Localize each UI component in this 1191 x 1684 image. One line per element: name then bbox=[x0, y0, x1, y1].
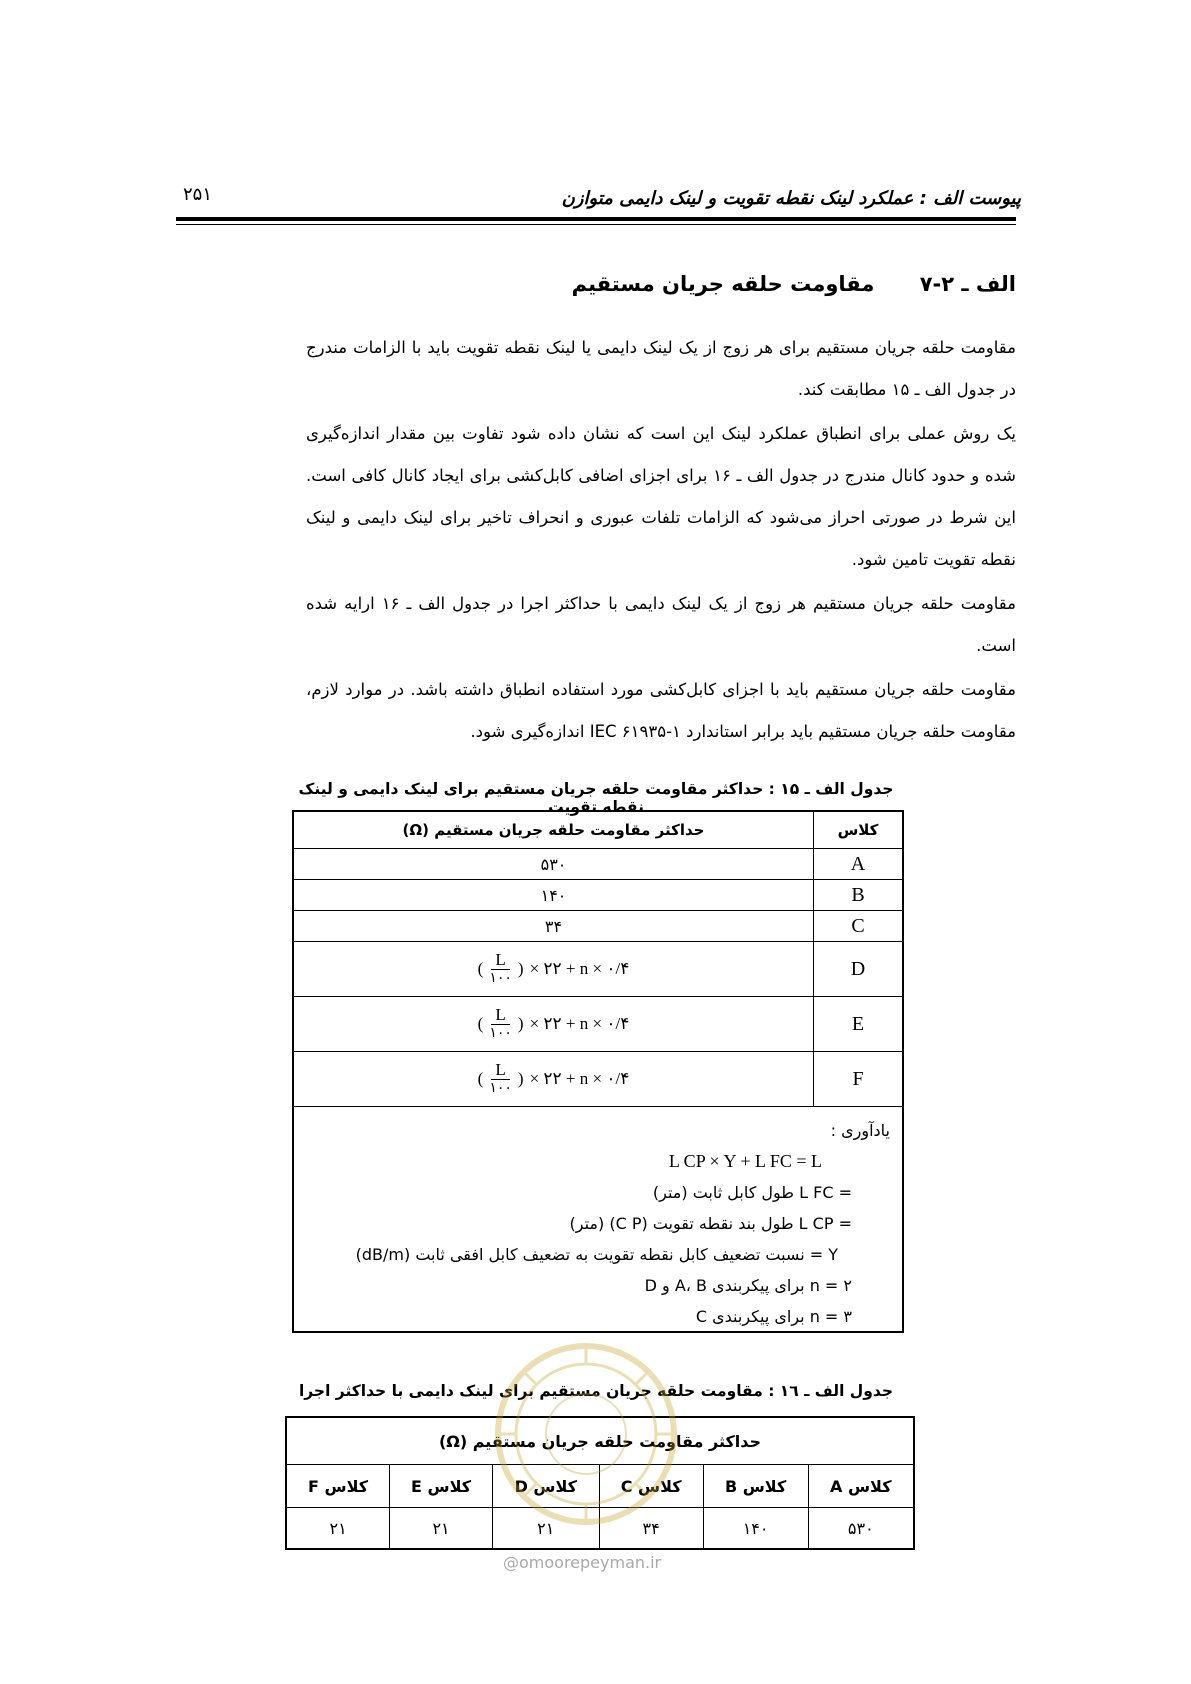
table-row bbox=[293, 997, 903, 1052]
table-row bbox=[293, 880, 903, 911]
formula-denominator: ۱۰۰ bbox=[489, 1080, 512, 1096]
table2-class-cell: کلاس F bbox=[286, 1465, 390, 1508]
formula-paren-open: ( bbox=[477, 1014, 484, 1033]
table2-class-row bbox=[286, 1465, 914, 1508]
formula-paren-close: ) bbox=[517, 1014, 524, 1033]
section-number: الف ـ ۲-۷ bbox=[919, 272, 1016, 296]
page-number: ۲۵۱ bbox=[183, 184, 213, 205]
table-row bbox=[293, 911, 903, 942]
table1-formula-cell bbox=[293, 997, 814, 1052]
table2-value-cell: ۱۴۰ bbox=[703, 1508, 808, 1550]
note-y-definition: Y = نسبت تضعیف کابل نقطه تقویت به تضعیف کابل افقی ثابت (dB/m) bbox=[355, 1245, 838, 1264]
table2-value-cell: ۳۴ bbox=[599, 1508, 703, 1550]
formula-fraction bbox=[489, 1061, 512, 1098]
paragraph-2: یک روش عملی برای انطباق عملکرد لینک این است که نشان داده شود تفاوت بین مقدار اندازه‌گیری شده و حدود کانال مندرج در جدول الف ـ ۱۶ برای اجزای اضافی کابل‌کشی برای ایجاد کانال کافی است. این شرط در صورتی احراز می‌شود که الزامات تلفات عبوری و انحراف تاخیر برای لینک دایمی و لینک نقطه تقویت تامین شود. bbox=[306, 423, 1016, 569]
section-heading bbox=[572, 272, 1016, 296]
table2-caption: جدول الف ـ ١٦ : مقاومت حلقه جریان مستقیم برای لینک دایمی با حداکثر اجرا bbox=[298, 1382, 894, 1400]
formula-numerator: L bbox=[491, 951, 509, 970]
table2-class-cell: کلاس E bbox=[390, 1465, 493, 1508]
table1-note-cell bbox=[293, 1107, 903, 1333]
paragraph-4: مقاومت حلقه جریان مستقیم باید با اجزای کابل‌کشی مورد استفاده انطباق داشته باشد. در موارد لازم، مقاومت حلقه جریان مستقیم باید برابر استاندارد IEC ۶۱۹۳۵-۱ اندازه‌گیری شود. bbox=[306, 679, 1016, 741]
table2-header-row bbox=[286, 1417, 914, 1465]
formula-paren-close: ) bbox=[517, 1069, 524, 1088]
note-lfc-definition: = L FC طول کابل ثابت (متر) bbox=[652, 1183, 852, 1202]
at-icon: @ bbox=[503, 1553, 519, 1572]
watermark-site-label: omoorepeyman.ir bbox=[519, 1553, 662, 1572]
note-n3-definition: n = ۳ برای پیکربندی C bbox=[695, 1307, 852, 1326]
section-title: مقاومت حلقه جریان مستقیم bbox=[571, 272, 875, 296]
formula bbox=[478, 1061, 630, 1098]
table1-value-cell: ۳۴ bbox=[293, 911, 814, 942]
formula-numerator: L bbox=[491, 1006, 509, 1025]
paragraph-1: مقاومت حلقه جریان مستقیم برای هر زوج از یک لینک دایمی یا لینک نقطه تقویت باید با الزامات مندرج در جدول الف ـ ۱۵ مطابقت کند. bbox=[306, 337, 1016, 399]
table1-formula-cell bbox=[293, 1052, 814, 1107]
table-row bbox=[293, 1052, 903, 1107]
table1-class-cell: A bbox=[814, 849, 904, 880]
table2-value-cell: ۲۱ bbox=[390, 1508, 493, 1550]
table1-class-cell: E bbox=[814, 997, 904, 1052]
table2-value-cell: ۲۱ bbox=[286, 1508, 390, 1550]
note-n2-definition: n = ۲ برای پیکربندی A، B و D bbox=[644, 1276, 852, 1295]
formula-rest: × ۲۲ + n × ۰/۴ bbox=[529, 959, 630, 978]
note-title: یادآوری : bbox=[830, 1121, 890, 1140]
table2-class-cell: کلاس D bbox=[492, 1465, 599, 1508]
table1-class-cell: D bbox=[814, 942, 904, 997]
table1-formula-cell bbox=[293, 942, 814, 997]
table1-header-row bbox=[293, 811, 903, 849]
paragraph-3: مقاومت حلقه جریان مستقیم هر زوج از یک لینک دایمی با حداکثر اجرا در جدول الف ـ ۱۶ ارایه شده است. bbox=[306, 593, 1016, 655]
formula-paren-close: ) bbox=[517, 959, 524, 978]
table2-class-cell: کلاس A bbox=[808, 1465, 914, 1508]
header-rule-thick bbox=[176, 217, 1016, 221]
formula-rest: × ۲۲ + n × ۰/۴ bbox=[529, 1069, 630, 1088]
table2-class-cell: کلاس B bbox=[703, 1465, 808, 1508]
table2-header: حداکثر مقاومت حلقه جریان مستقیم (Ω) bbox=[286, 1417, 914, 1465]
formula-denominator: ۱۰۰ bbox=[489, 970, 512, 986]
table2 bbox=[285, 1416, 915, 1550]
table-row bbox=[293, 942, 903, 997]
formula-denominator: ۱۰۰ bbox=[489, 1025, 512, 1041]
watermark-site-text bbox=[503, 1553, 661, 1572]
header-rule-thin bbox=[176, 224, 1016, 225]
table1-header-class: کلاس bbox=[814, 811, 904, 849]
table1-value-cell: ۵۳۰ bbox=[293, 849, 814, 880]
table2-value-cell: ۵۳۰ bbox=[808, 1508, 914, 1550]
table1-class-cell: F bbox=[814, 1052, 904, 1107]
formula bbox=[478, 1006, 630, 1043]
running-header-title: پیوست الف : عملکرد لینک نقطه تقویت و لینک دایمی متوازن bbox=[561, 188, 1021, 209]
table2-value-row bbox=[286, 1508, 914, 1550]
formula-paren-open: ( bbox=[477, 959, 484, 978]
formula-fraction bbox=[489, 1006, 512, 1043]
table1-value-cell: ۱۴۰ bbox=[293, 880, 814, 911]
formula bbox=[478, 951, 630, 988]
table2-class-cell: کلاس C bbox=[599, 1465, 703, 1508]
table2-value-cell: ۲۱ bbox=[492, 1508, 599, 1550]
table1-caption: جدول الف ـ ۱۵ : حداکثر مقاومت حلقه جریان مستقیم برای لینک دایمی و لینک نقطه تقویت bbox=[298, 780, 894, 816]
formula-fraction bbox=[489, 951, 512, 988]
note-lcp-definition: = L CP طول بند نقطه تقویت (C P) (متر) bbox=[569, 1214, 852, 1233]
note-equation: L CP × Y + L FC = L bbox=[668, 1151, 822, 1171]
formula-numerator: L bbox=[491, 1061, 509, 1080]
table1 bbox=[292, 810, 904, 1333]
table1-class-cell: B bbox=[814, 880, 904, 911]
table-row bbox=[293, 849, 903, 880]
formula-rest: × ۲۲ + n × ۰/۴ bbox=[529, 1014, 630, 1033]
table1-header-value: حداکثر مقاومت حلقه جریان مستقیم (Ω) bbox=[293, 811, 814, 849]
table1-note-row bbox=[293, 1107, 903, 1333]
table1-class-cell: C bbox=[814, 911, 904, 942]
formula-paren-open: ( bbox=[477, 1069, 484, 1088]
